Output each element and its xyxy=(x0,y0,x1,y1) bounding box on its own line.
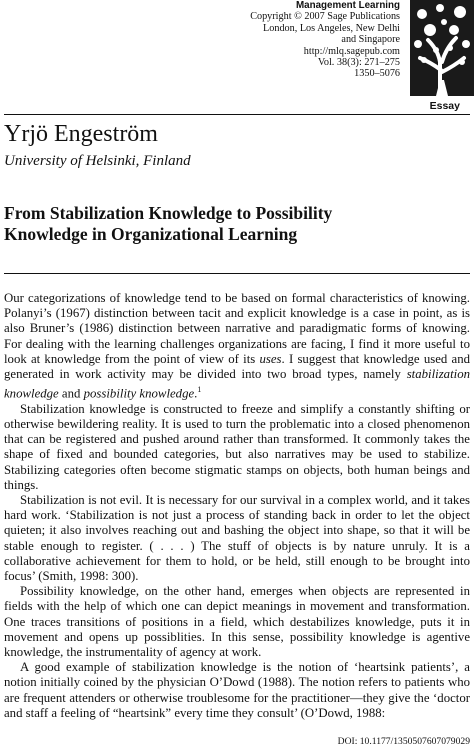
footnote-marker[interactable]: 1 xyxy=(197,385,202,395)
paragraph-3: Stabilization is not evil. It is necessary for our survival in a complex world, and it takes hard work. ‘Stabilization is not just a process of standing back in order to let the object quieten; it also involves reaching out and bashing the object into shape, so that it will be stable enough to register. ( . . . ) The stuff of objects is by nature unruly. It is a collaborative achievement for them to hold, or be held, still enough to be brought into focus’ (Smith, 1998: 300). xyxy=(4,492,470,583)
term-stabilization-knowledge: stabilization knowledge xyxy=(4,367,470,401)
paragraph-5: A good example of stabilization knowledge is the notion of ‘heartsink patients’, a notion initially coined by the physician O’Dowd (1988). The notion refers to patients who are frequent attenders or otherwise troublesome for the practitioner—they give the ‘doctor and staff a feeling of “heartsink” every time they consult’ (O’Dowd, 1988: xyxy=(4,660,470,720)
title-rule xyxy=(4,273,470,274)
header-rule xyxy=(4,114,470,115)
term-possibility-knowledge: possibility knowledge xyxy=(83,386,195,401)
title-line-2: Knowledge in Organizational Learning xyxy=(4,224,298,244)
emphasis-uses: uses xyxy=(259,351,282,366)
cities-line-1: London, Los Angeles, New Delhi xyxy=(263,22,400,34)
author-name: Yrjö Engeström xyxy=(4,121,158,147)
doi-line: DOI: 10.1177/1350507607079029 xyxy=(337,736,470,747)
volume-line: Vol. 38(3): 271–275 xyxy=(317,57,400,69)
copyright-line: Copyright © 2007 Sage Publications xyxy=(250,11,400,23)
paragraph-2: Stabilization knowledge is constructed to freeze and simplify a constantly shifting or otherwise bewildering reality. It is used to turn the problematic into a closed phenomenon that can be registered and pushed around rather than transformed. It commonly takes the shape of fixed and bounded categories, but also narratives may be used to stabilize. Stabilizing categories often become stigmatic stamps on objects, both human beings and things. xyxy=(4,401,470,492)
cities-line-2: and Singapore xyxy=(341,34,400,46)
issn-line: 1350–5076 xyxy=(354,68,400,80)
tree-logo-icon xyxy=(410,0,474,96)
journal-name: Management Learning xyxy=(296,0,400,11)
journal-url: http://mlq.sagepub.com xyxy=(303,45,400,57)
title-line-1: From Stabilization Knowledge to Possibility xyxy=(4,203,333,223)
paragraph-1: Our categorizations of knowledge tend to be based on formal characteristics of knowing. Polanyi’s (1967) distinction between tacit and explicit knowledge is a case in point, as is also Bruner’s (1986) distinction between narrative and paradigmatic forms of knowing. For dealing with the learning challenges organizations are facing, I find it more useful to look at knowledge from the point of view of its uses. I suggest that knowledge used and generated in work activity may be divided into two broad types, namely stabilization knowledge and possibility knowledge.$^1$ xyxy=(4,291,470,401)
paragraph-4: Possibility knowledge, on the other hand, emerges when objects are represented in fields with the help of which one can depict meanings in movement and transformation. One traces transitions of positions in a field, which destabilizes knowledge, puts it in movement and opens up possiblities. In this sense, possibility knowledge is agentive knowledge, the instrumentality of agency at work. xyxy=(4,584,470,659)
article-title xyxy=(4,203,444,245)
author-affiliation: University of Helsinki, Finland xyxy=(4,153,191,169)
section-label: Essay xyxy=(429,100,460,112)
article-body xyxy=(4,291,470,721)
journal-info xyxy=(250,0,400,80)
